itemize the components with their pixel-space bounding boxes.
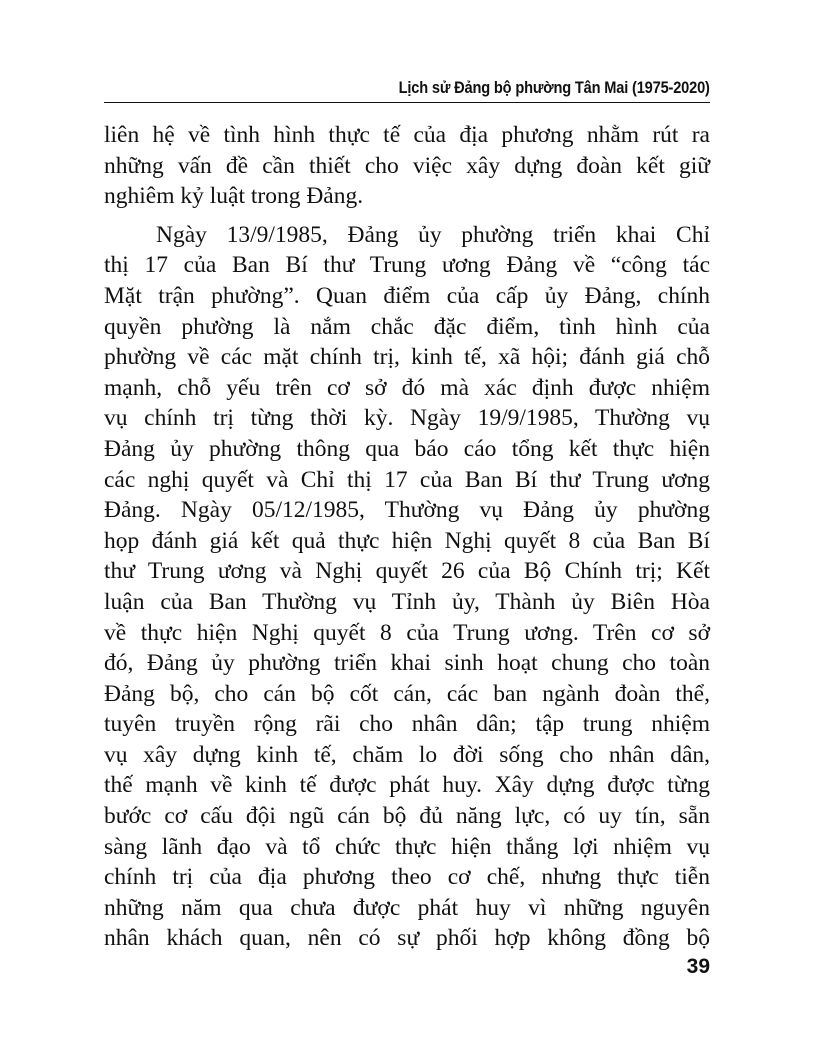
- text-line: vụ xây dựng kinh tế, chăm lo đời sống cho nhân dân,: [104, 741, 710, 768]
- text-line: đó, Đảng ủy phường triển khai sinh hoạt chung cho toàn: [104, 650, 710, 677]
- header-rule: [104, 102, 710, 103]
- text-line: phường về các mặt chính trị, kinh tế, xã hội; đánh giá chỗ: [104, 344, 710, 371]
- text-line: thị 17 của Ban Bí thư Trung ương Đảng về “công tác: [104, 252, 710, 279]
- text-line: về thực hiện Nghị quyết 8 của Trung ương. Trên cơ sở: [104, 619, 710, 646]
- text-line: luận của Ban Thường vụ Tỉnh ủy, Thành ủy Biên Hòa: [104, 588, 710, 615]
- text-line: nhân khách quan, nên có sự phối hợp không đồng bộ: [104, 925, 710, 952]
- paragraph-2: [104, 220, 710, 954]
- running-header-title: Lịch sử Đảng bộ phường Tân Mai (1975-2020): [398, 78, 710, 97]
- text-line: thư Trung ương và Nghị quyết 26 của Bộ Chính trị; Kết: [104, 558, 710, 585]
- text-line: họp đánh giá kết quả thực hiện Nghị quyết 8 của Ban Bí: [104, 527, 710, 554]
- page-number: 39: [686, 955, 710, 978]
- text-line: Ngày 13/9/1985, Đảng ủy phường triển khai Chỉ: [156, 221, 710, 248]
- text-line: quyền phường là nắm chắc đặc điểm, tình hình của: [104, 313, 710, 340]
- text-line: Đảng ủy phường thông qua báo cáo tổng kết thực hiện: [104, 435, 710, 462]
- text-line: nghiêm kỷ luật trong Đảng.: [104, 183, 364, 210]
- text-line: vụ chính trị từng thời kỳ. Ngày 19/9/1985, Thường vụ: [104, 405, 710, 432]
- text-line: những năm qua chưa được phát huy vì những nguyên: [104, 894, 710, 921]
- text-line: tuyên truyền rộng rãi cho nhân dân; tập trung nhiệm: [104, 711, 710, 738]
- body-text: [104, 120, 710, 954]
- text-line: sàng lãnh đạo và tổ chức thực hiện thắng lợi nhiệm vụ: [104, 833, 710, 860]
- text-line: bước cơ cấu đội ngũ cán bộ đủ năng lực, có uy tín, sẵn: [104, 803, 710, 830]
- text-line: chính trị của địa phương theo cơ chế, nhưng thực tiễn: [104, 864, 710, 891]
- text-line: Đảng bộ, cho cán bộ cốt cán, các ban ngành đoàn thể,: [104, 680, 710, 707]
- text-line: những vấn đề cần thiết cho việc xây dựng đoàn kết giữ: [104, 152, 710, 179]
- text-line: các nghị quyết và Chỉ thị 17 của Ban Bí thư Trung ương: [104, 466, 710, 493]
- paragraph-spacer: [104, 212, 710, 220]
- paragraph-1: [104, 120, 710, 212]
- text-line: thế mạnh về kinh tế được phát huy. Xây dựng được từng: [104, 772, 710, 799]
- text-line: Mặt trận phường”. Quan điểm của cấp ủy Đảng, chính: [104, 282, 710, 309]
- text-line: mạnh, chỗ yếu trên cơ sở đó mà xác định được nhiệm: [104, 374, 710, 401]
- text-line: Đảng. Ngày 05/12/1985, Thường vụ Đảng ủy phường: [104, 497, 710, 524]
- text-line: liên hệ về tình hình thực tế của địa phương nhằm rút ra: [104, 122, 710, 148]
